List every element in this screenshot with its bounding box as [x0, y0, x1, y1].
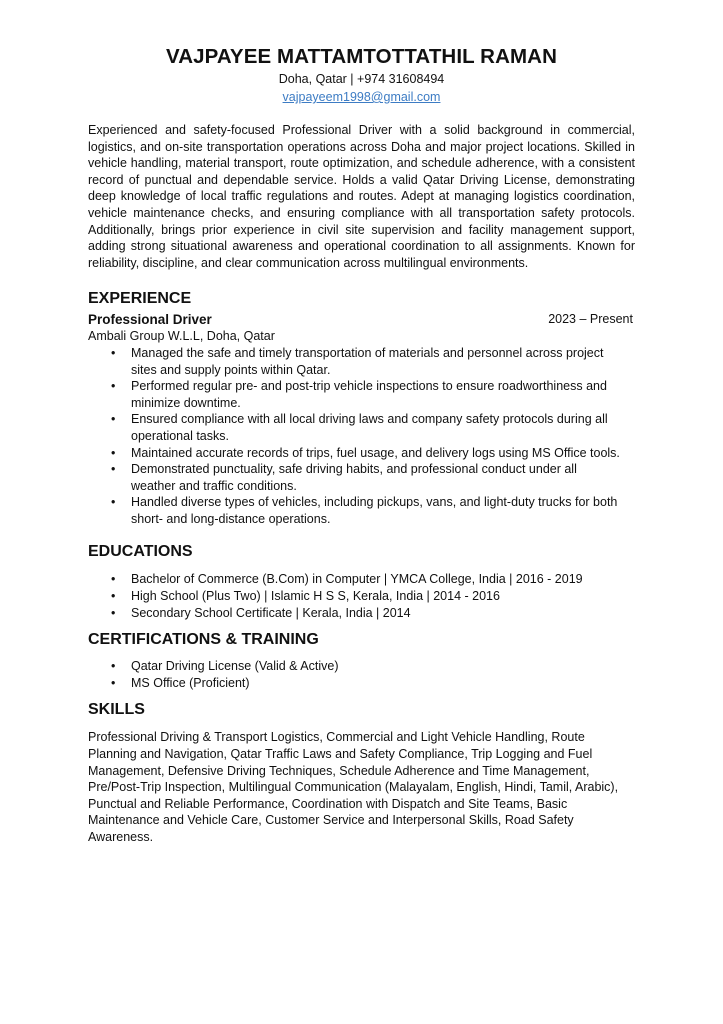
- job-dates: 2023 – Present: [548, 312, 633, 327]
- list-item: • High School (Plus Two) | Islamic H S S, Kerala, India | 2014 - 2016: [131, 588, 635, 605]
- resume-header: [88, 44, 635, 106]
- contact-line: Doha, Qatar | +974 31608494: [278, 72, 445, 86]
- skills-text: Professional Driving & Transport Logistics, Commercial and Light Vehicle Handling, Route Planning and Navigation, Qatar Traffic Laws and Safety Compliance, Trip Logging and Fuel Management, Defensive Driving Techniques, Schedule Adherence and Time Management, Pre/Post-Trip Inspection, Multilingual Communication (Malayalam, English, Hindi, Tamil, Arabic), Punctual and Reliable Performance, Coordination with Dispatch and Site Teams, Basic Maintenance and Vehicle Care, Customer Service and Interpersonal Skills, Road Safety Awareness.: [88, 730, 619, 844]
- list-item: • Ensured compliance with all local driving laws and company safety protocols during all operational tasks.: [131, 411, 635, 444]
- skills-heading: SKILLS: [88, 701, 145, 719]
- job-company: Ambali Group W.L.L, Doha, Qatar: [88, 329, 275, 344]
- job-header: [88, 311, 635, 328]
- list-item: • Maintained accurate records of trips, fuel usage, and delivery logs using MS Office tools.: [131, 445, 635, 462]
- certifications-section: [88, 630, 635, 691]
- education-section: [88, 542, 635, 621]
- certifications-heading: CERTIFICATIONS & TRAINING: [88, 631, 319, 649]
- certifications-list: [88, 658, 635, 691]
- job-duties-list: [88, 345, 635, 528]
- list-item: • Handled diverse types of vehicles, including pickups, vans, and light-duty trucks for both short- and long-distance operations.: [131, 494, 635, 527]
- job-title: Professional Driver: [88, 312, 212, 328]
- list-item: • MS Office (Proficient): [131, 675, 635, 692]
- education-heading: EDUCATIONS: [88, 543, 193, 561]
- experience-section: [88, 289, 635, 527]
- list-item: • Demonstrated punctuality, safe driving habits, and professional conduct under all weather and traffic conditions.: [131, 461, 635, 494]
- list-item: • Secondary School Certificate | Kerala, India | 2014: [131, 605, 635, 622]
- education-list: [88, 571, 635, 621]
- candidate-name: VAJPAYEE MATTAMTOTTATHIL RAMAN: [166, 45, 557, 68]
- list-item: • Qatar Driving License (Valid & Active): [131, 658, 635, 675]
- list-item: • Managed the safe and timely transportation of materials and personnel across project sites and supply points within Qatar.: [131, 345, 635, 378]
- skills-section: [88, 700, 635, 845]
- profile-summary: Experienced and safety-focused Professional Driver with a solid background in commercial, logistics, and on-site transportation operations across Doha and major project locations. Skilled in vehicle handling, material transport, route optimization, and schedule adherence, with a consistent record of punctual and dependable service. Holds a valid Qatar Driving License, demonstrating deep knowledge of local traffic regulations and routes. Adept at managing logistics coordination, vehicle maintenance checks, and ensuring compliance with all transportation safety protocols. Additionally, brings prior experience in civil site supervision and facility management support, adding strong situational awareness and operational coordination to all assignments. Known for reliability, discipline, and clear communication across multilingual environments.: [88, 123, 635, 270]
- list-item: • Bachelor of Commerce (B.Com) in Computer | YMCA College, India | 2016 - 2019: [131, 571, 635, 588]
- experience-heading: EXPERIENCE: [88, 290, 192, 308]
- email-link[interactable]: vajpayeem1998@gmail.com: [282, 90, 441, 104]
- list-item: • Performed regular pre- and post-trip vehicle inspections to ensure roadworthiness and minimize downtime.: [131, 378, 635, 411]
